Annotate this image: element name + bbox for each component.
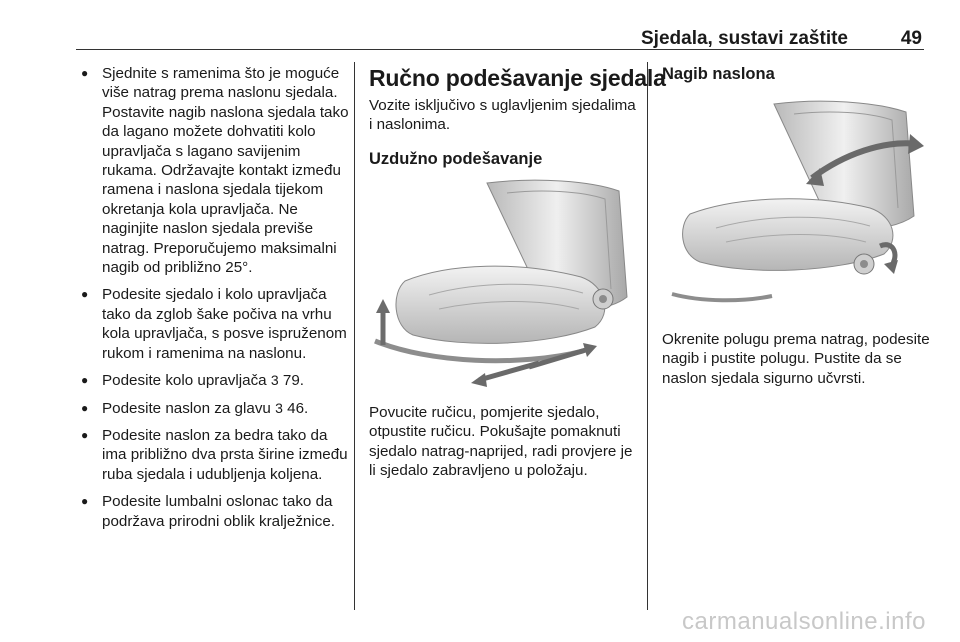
subsection-title-longitudinal: Uzdužno podešavanje <box>369 149 543 168</box>
backrest-caption: Okrenite polugu prema natrag, podesite nagib i pustite polugu. Pustite da se naslon sjedala sigurno učvrsti. <box>662 331 930 387</box>
column-1 <box>78 64 350 539</box>
seat-backrest-drawing <box>662 98 925 306</box>
list-item <box>78 492 350 531</box>
list-item-text: Podesite naslon za bedra tako da ima približno dva prsta širine između ruba sjedala i udubljenja koljena. <box>102 426 348 483</box>
subsection-title-backrest: Nagib naslona <box>662 65 775 83</box>
seating-tips-list <box>78 64 350 531</box>
longitudinal-caption: Povucite ručicu, pomjerite sjedalo, otpustite ručicu. Pokušajte pomaknuti sjedalo natrag-naprijed, radi provjere je li sjedalo zabravljeno u položaju. <box>369 403 633 480</box>
section-title: Ručno podešavanje sjedala <box>369 65 666 91</box>
page-ref-link[interactable]: 79. <box>282 372 305 390</box>
column-3 <box>662 64 930 388</box>
page-number: 49 <box>900 28 922 49</box>
column-divider-1 <box>354 62 355 610</box>
page-ref-arrow-icon: 3 <box>275 399 283 416</box>
page-ref-link[interactable]: 46. <box>287 399 309 417</box>
seat-longitudinal-drawing <box>369 177 632 389</box>
page-ref-arrow-icon: 3 <box>270 372 279 389</box>
watermark: carmanualsonline.info <box>682 608 926 635</box>
page-header <box>0 0 960 60</box>
seat-backrest-illustration <box>662 98 925 306</box>
column-2 <box>369 64 666 480</box>
seat-longitudinal-illustration <box>369 177 632 389</box>
list-item <box>78 399 350 418</box>
header-rule <box>76 49 924 50</box>
section-intro: Vozite isključivo s uglavljenim sjedalima i naslonima. <box>369 97 636 134</box>
list-item <box>78 426 350 484</box>
list-item-text: Podesite naslon za glavu <box>102 399 271 417</box>
list-item <box>78 64 350 277</box>
list-item-text: Sjednite s ramenima što je moguće više natrag prema naslonu sjedala. Postavite nagib naslona sjedala tako da lagano možete dohvatiti kolo upravljača s lagano savijenim rukama. Održavajte kontakt između ramena i naslona sjedala tijekom okretanja kola upravljača. Ne naginjite naslon sjedala previše natrag. Preporučujemo maksimalni nagib od približno 25°. <box>102 65 349 277</box>
list-item <box>78 371 350 390</box>
column-divider-2 <box>647 62 648 610</box>
running-header-title: Sjedala, sustavi zaštite <box>641 28 848 49</box>
list-item-text: Podesite kolo upravljača <box>102 372 267 390</box>
list-item-text: Podesite sjedalo i kolo upravljača tako da zglob šake počiva na vrhu kola upravljača, s posve ispruženom rukom i ramenima na naslonu. <box>102 286 347 362</box>
list-item-text: Podesite lumbalni oslonac tako da podržava prirodni oblik kralježnice. <box>102 493 335 530</box>
list-item <box>78 285 350 363</box>
